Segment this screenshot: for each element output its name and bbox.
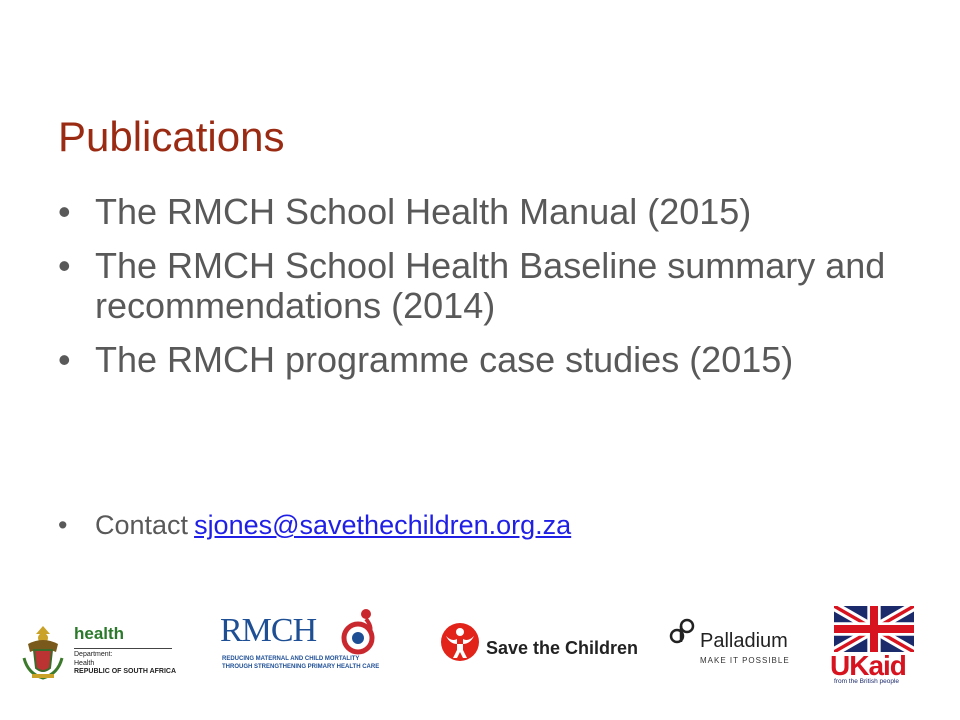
bullet-item xyxy=(58,340,918,380)
health-line1: Department: xyxy=(74,651,113,658)
bullet-text: The RMCH programme case studies (2015) xyxy=(95,339,794,380)
health-department-logo xyxy=(18,616,178,682)
bullet-item xyxy=(58,192,918,232)
bullet-text: The RMCH School Health Baseline summary and recommendations (2014) xyxy=(95,245,886,326)
bullet-item xyxy=(58,246,918,326)
health-wordmark: health xyxy=(74,624,125,643)
rmch-wordmark: RMCH xyxy=(220,612,317,649)
ukaid-uk: UK xyxy=(830,650,869,681)
bullet-dot: • xyxy=(58,191,71,232)
ukaid-aid: aid xyxy=(868,650,906,681)
coat-of-arms-icon xyxy=(18,624,68,680)
bullet-dot: • xyxy=(58,339,71,380)
bullet-dot: • xyxy=(58,510,68,540)
rmch-tagline xyxy=(222,656,379,671)
divider xyxy=(74,648,172,649)
mother-child-icon xyxy=(336,606,376,658)
union-flag-icon xyxy=(834,606,914,652)
palladium-wordmark: Palladium xyxy=(700,630,788,652)
contact-line xyxy=(58,510,571,541)
bullet-list xyxy=(58,192,918,394)
health-subtext xyxy=(74,651,176,677)
slide-title: Publications xyxy=(58,113,285,160)
palladium-mark-icon xyxy=(668,618,698,648)
palladium-logo xyxy=(668,618,798,670)
rmch-tagline1: REDUCING MATERNAL AND CHILD MORTALITY xyxy=(222,656,360,662)
rmch-logo xyxy=(220,606,380,676)
palladium-tagline: MAKE IT POSSIBLE xyxy=(700,656,790,665)
bullet-dot: • xyxy=(58,245,71,286)
rmch-tagline2: THROUGH STRENGTHENING PRIMARY HEALTH CARE xyxy=(222,663,380,670)
contact-email-link[interactable]: sjones@savethechildren.org.za xyxy=(194,510,572,540)
bullet-text: The RMCH School Health Manual (2015) xyxy=(95,191,752,232)
save-the-children-logo xyxy=(440,622,650,666)
health-line3: REPUBLIC OF SOUTH AFRICA xyxy=(74,668,177,675)
save-the-children-wordmark: Save the Children xyxy=(486,638,639,658)
health-line2: Health xyxy=(74,659,95,667)
contact-label: Contact xyxy=(95,510,189,540)
child-figure-icon xyxy=(440,622,480,662)
ukaid-tagline: from the British people xyxy=(834,678,900,685)
ukaid-logo xyxy=(830,606,920,686)
